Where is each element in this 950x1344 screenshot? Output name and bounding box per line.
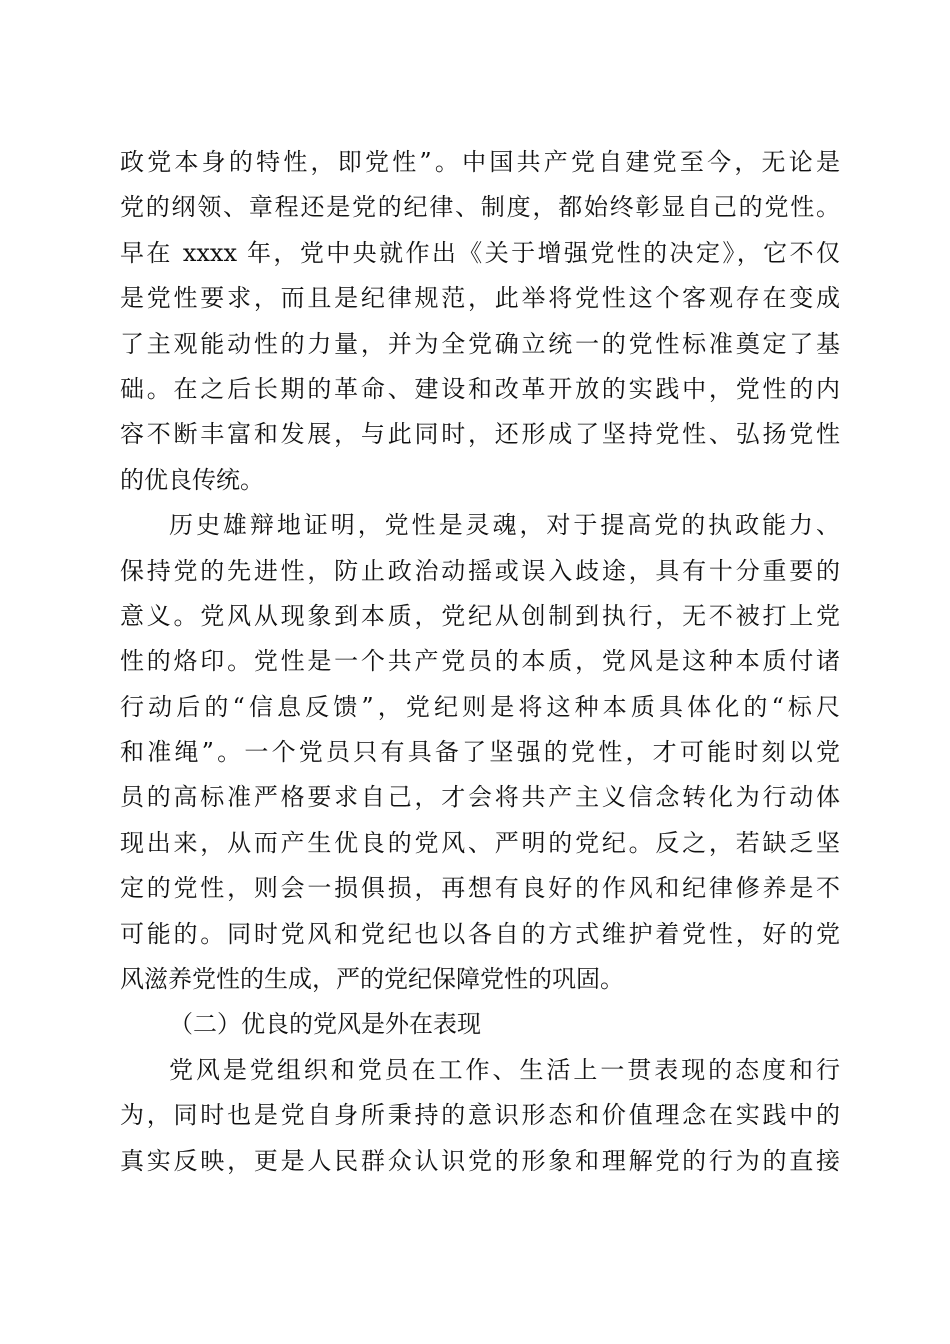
text-line: 为，同时也是党自身所秉持的意识形态和价值理念在实践中的 xyxy=(120,1101,840,1130)
text-line: 础。在之后长期的革命、建设和改革开放的实践中，党性的内 xyxy=(120,374,840,403)
text-line: 定的党性，则会一损俱损，再想有良好的作风和纪律修养是不 xyxy=(120,874,840,903)
text-line: 容不断丰富和发展，与此同时，还形成了坚持党性、弘扬党性 xyxy=(120,420,840,449)
text-line: 保持党的先进性，防止政治动摇或误入歧途，具有十分重要的 xyxy=(120,556,840,585)
text-line: 是党性要求，而且是纪律规范，此举将党性这个客观存在变成 xyxy=(120,284,840,313)
paragraph-first-line: 历史雄辩地证明，党性是灵魂，对于提高党的执政能力、 xyxy=(169,511,840,540)
text-line: 的优良传统。 xyxy=(120,465,264,494)
text-line: 性的烙印。党性是一个共产党员的本质，党风是这种本质付诸 xyxy=(120,647,840,676)
text-line: 党的纲领、章程还是党的纪律、制度，都始终彰显自己的党性。 xyxy=(120,193,840,222)
document-body xyxy=(120,140,840,1184)
text-line: 意义。党风从现象到本质，党纪从创制到执行，无不被打上党 xyxy=(120,601,840,630)
text-line: 现出来，从而产生优良的党风、严明的党纪。反之，若缺乏坚 xyxy=(120,828,840,857)
text-line: 真实反映，更是人民群众认识党的形象和理解党的行为的直接 xyxy=(120,1146,840,1175)
section-heading: （二）优良的党风是外在表现 xyxy=(169,1010,481,1039)
text-line: 行动后的“信息反馈”，党纪则是将这种本质具体化的“标尺 xyxy=(120,692,840,721)
paragraph-first-line: 党风是党组织和党员在工作、生活上一贯表现的态度和行 xyxy=(169,1055,840,1084)
text-line: 员的高标准严格要求自己，才会将共产主义信念转化为行动体 xyxy=(120,783,840,812)
text-line: 风滋养党性的生成，严的党纪保障党性的巩固。 xyxy=(120,965,624,994)
text-line: 可能的。同时党风和党纪也以各自的方式维护着党性，好的党 xyxy=(120,919,840,948)
text-line: 了主观能动性的力量，并为全党确立统一的党性标准奠定了基 xyxy=(120,329,840,358)
text-line: 和准绳”。一个党员只有具备了坚强的党性，才可能时刻以党 xyxy=(120,738,840,767)
text-line: 早在 xxxx 年，党中央就作出《关于增强党性的决定》，它不仅 xyxy=(120,238,840,267)
text-line: 政党本身的特性，即党性”。中国共产党自建党至今，无论是 xyxy=(120,148,840,176)
